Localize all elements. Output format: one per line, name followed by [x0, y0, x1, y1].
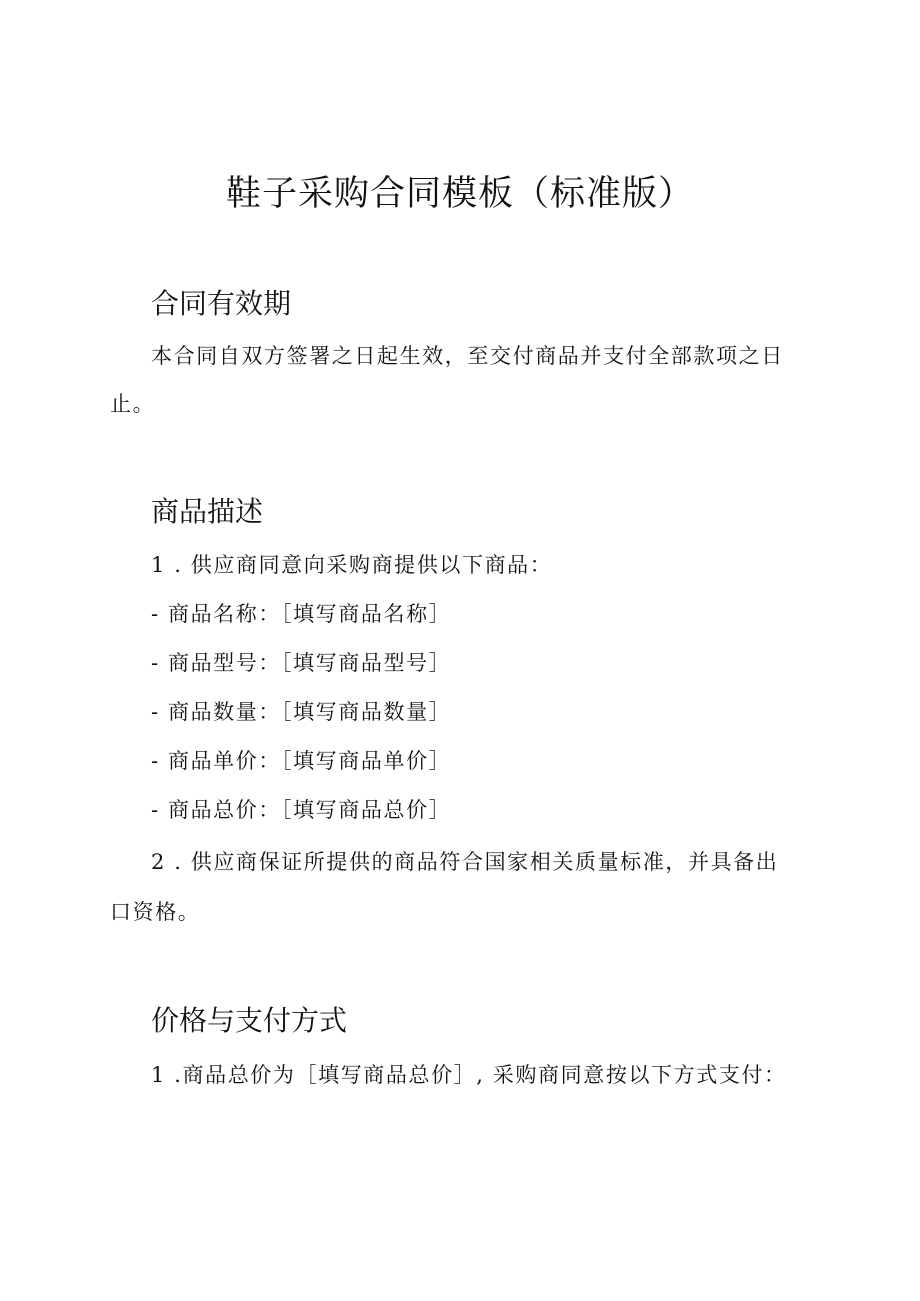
section-heading-payment: 价格与支付方式: [151, 1004, 348, 1037]
section-heading-goods: 商品描述: [151, 495, 264, 528]
payment-clause-1: 1 .商品总价为［填写商品总价］, 采购商同意按以下方式支付：: [151, 1063, 787, 1087]
document-title: 鞋子采购合同模板（标准版）: [225, 174, 694, 214]
section-heading-validity: 合同有效期: [151, 287, 292, 320]
goods-item-model: - 商品型号：［填写商品型号］: [151, 651, 452, 675]
validity-paragraph-line1: 本合同自双方签署之日起生效，至交付商品并支付全部款项之日: [151, 344, 784, 368]
goods-clause-2-line2: 口资格。: [110, 900, 201, 924]
goods-clause-1: 1 . 供应商同意向采购商提供以下商品：: [151, 553, 553, 577]
goods-item-name: - 商品名称：［填写商品名称］: [151, 602, 452, 626]
goods-item-quantity: - 商品数量：［填写商品数量］: [151, 700, 452, 724]
goods-clause-2-line1: 2 . 供应商保证所提供的商品符合国家相关质量标准，并具备出: [151, 850, 779, 874]
goods-item-total-price: - 商品总价：［填写商品总价］: [151, 798, 452, 822]
validity-paragraph-line2: 止。: [110, 392, 156, 416]
goods-item-unit-price: - 商品单价：［填写商品单价］: [151, 749, 452, 773]
